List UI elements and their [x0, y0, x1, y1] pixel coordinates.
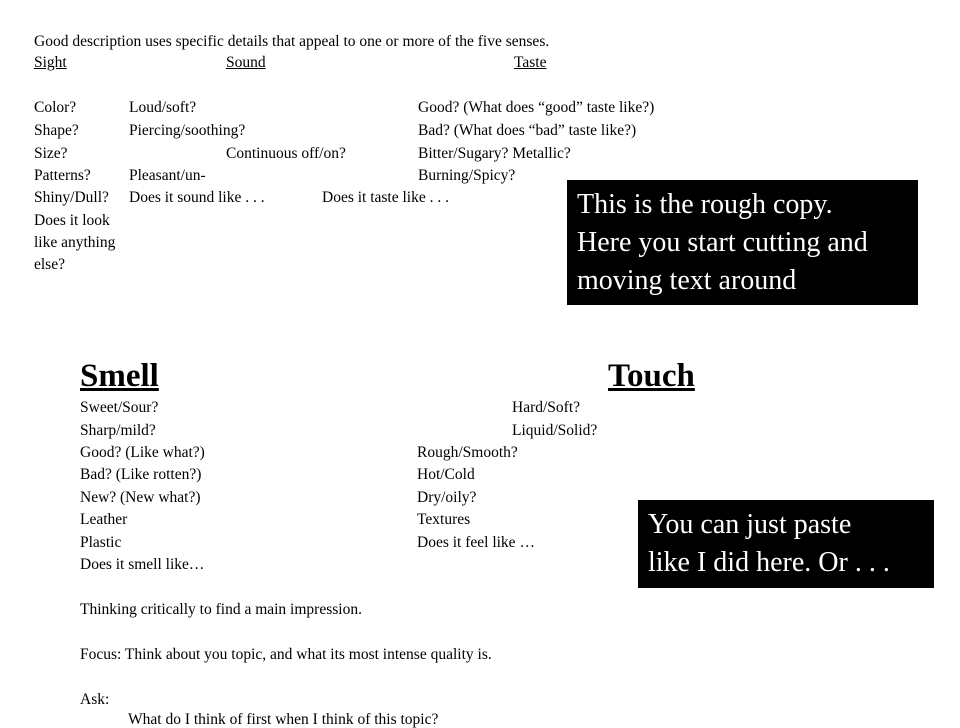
taste-item: Burning/Spicy? [418, 167, 516, 184]
sight-item: Does it look [34, 212, 110, 229]
taste-header: Taste [514, 54, 547, 71]
callout-line: like I did here. Or . . . [648, 547, 890, 578]
sight-item: Shape? [34, 122, 79, 139]
callout-line: Here you start cutting and [577, 227, 868, 258]
sound-item: Continuous off/on? [226, 145, 346, 162]
taste-item: Bitter/Sugary? Metallic? [418, 145, 571, 162]
sound-item: Does it sound like . . . [129, 189, 265, 206]
sight-item: Size? [34, 145, 68, 162]
callout-line: This is the rough copy. [577, 189, 833, 220]
sound-item: Piercing/soothing? [129, 122, 246, 139]
sight-item: else? [34, 256, 65, 273]
smell-header: Smell [80, 358, 159, 394]
sight-item: Shiny/Dull? [34, 189, 109, 206]
callout-line: moving text around [577, 265, 797, 296]
smell-item: Good? (Like what?) [80, 444, 205, 461]
touch-header: Touch [608, 358, 695, 394]
callout-line: You can just paste [648, 509, 852, 540]
sight-item: Color? [34, 99, 77, 116]
touch-item: Textures [417, 511, 471, 528]
ask-item: What do I think of first when I think of this topic? [128, 711, 439, 728]
touch-item: Hard/Soft? [512, 399, 581, 416]
taste-item: Bad? (What does “bad” taste like?) [418, 122, 637, 139]
taste-item: Does it taste like . . . [322, 189, 449, 206]
touch-item: Rough/Smooth? [417, 444, 518, 461]
touch-item: Liquid/Solid? [512, 422, 598, 439]
sound-item: Loud/soft? [129, 99, 197, 116]
smell-item: New? (New what?) [80, 489, 201, 506]
paste-callout [638, 500, 934, 588]
touch-item: Hot/Cold [417, 466, 475, 483]
smell-item: Sweet/Sour? [80, 399, 159, 416]
touch-item: Does it feel like … [417, 534, 535, 551]
main-impression-line: Thinking critically to find a main impression. [80, 601, 362, 618]
smell-item: Sharp/mild? [80, 422, 156, 439]
rough-copy-callout [567, 180, 918, 305]
focus-line: Focus: Think about you topic, and what its most intense quality is. [80, 646, 492, 663]
sight-header: Sight [34, 54, 67, 71]
sight-item: Patterns? [34, 167, 91, 184]
sight-item: like anything [34, 234, 116, 251]
ask-label: Ask: [80, 691, 110, 708]
smell-item: Bad? (Like rotten?) [80, 466, 202, 483]
smell-item: Does it smell like… [80, 556, 205, 573]
sound-item: Pleasant/un- [129, 167, 206, 184]
touch-item: Dry/oily? [417, 489, 477, 506]
taste-item: Good? (What does “good” taste like?) [418, 99, 655, 116]
intro-line: Good description uses specific details that appeal to one or more of the five senses. [34, 33, 550, 50]
smell-item: Plastic [80, 534, 122, 551]
smell-item: Leather [80, 511, 128, 528]
sound-header: Sound [226, 54, 266, 71]
